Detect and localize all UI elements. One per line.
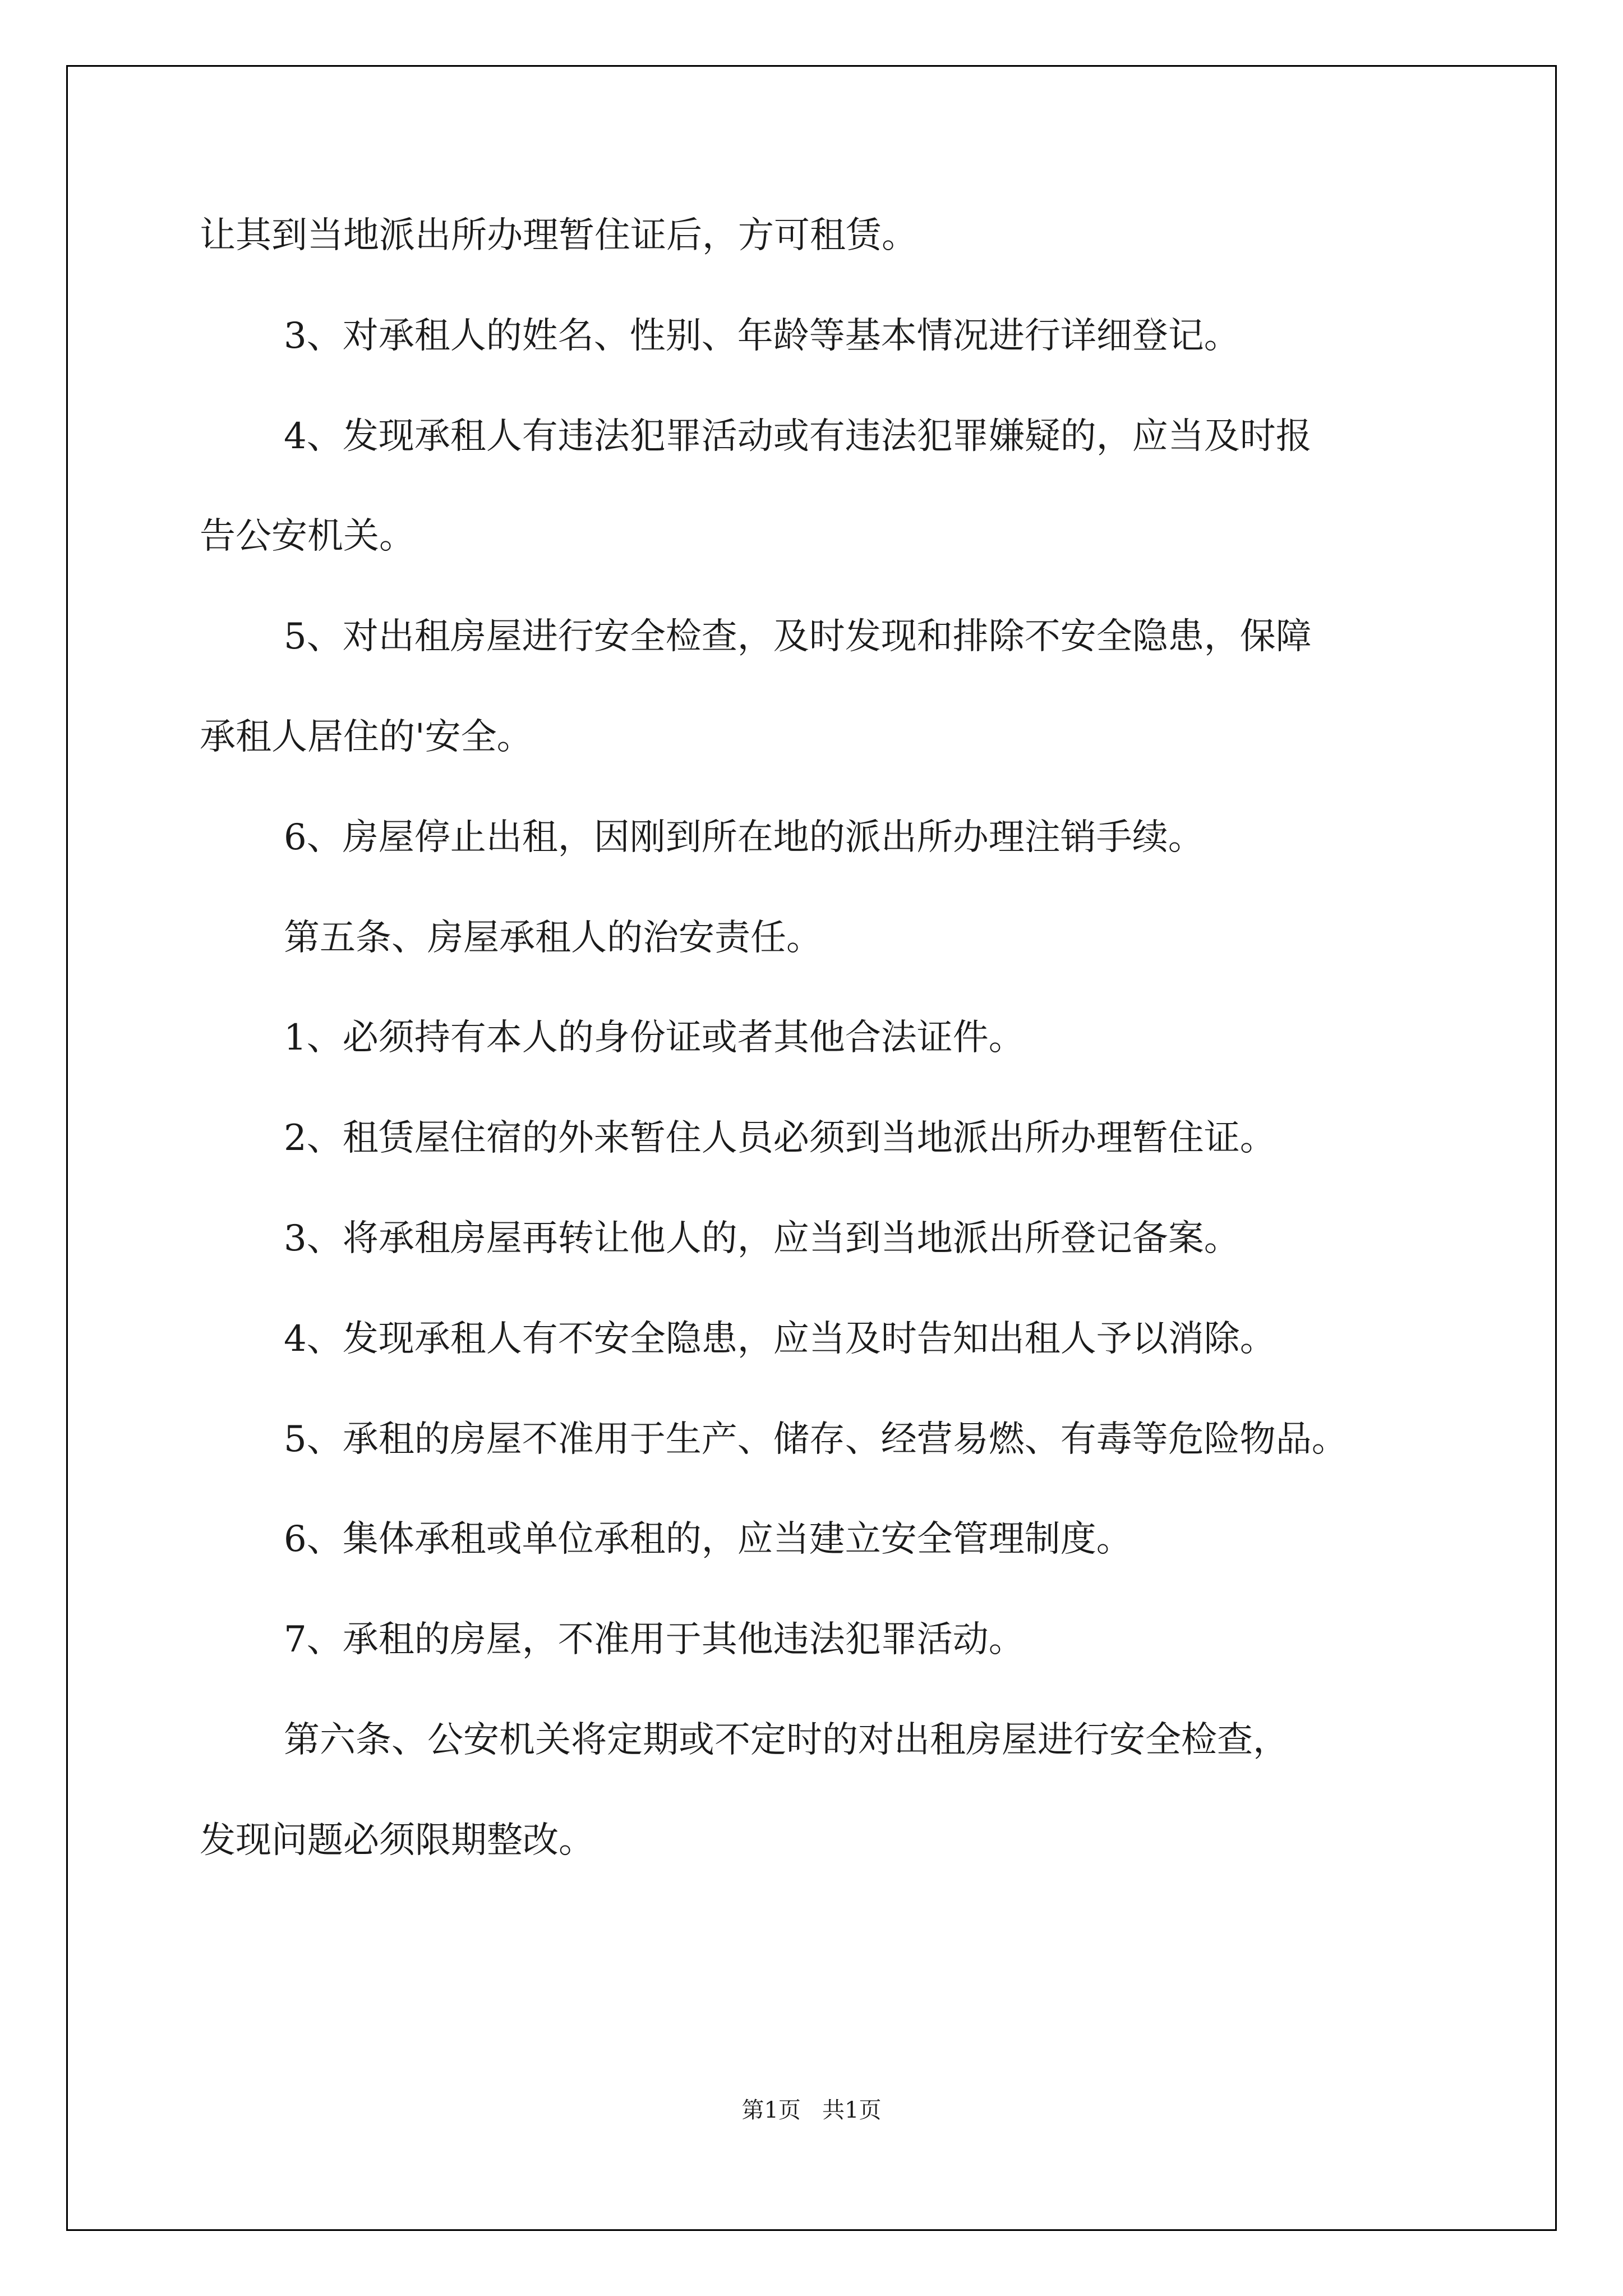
text-line: 3、对承租人的姓名、性别、年龄等基本情况进行详细登记。 [284,315,1240,357]
text-line: 发现问题必须限期整改。 [200,1819,594,1861]
text-line: 7、承租的房屋，不准用于其他违法犯罪活动。 [284,1619,1025,1661]
page-number-footer: 第1页 共1页 [741,2097,882,2123]
text-line: 1、必须持有本人的身份证或者其他合法证件。 [284,1017,1025,1059]
text-line: 2、租赁屋住宿的外来暂住人员必须到当地派出所办理暂住证。 [284,1117,1276,1159]
section-heading: 第六条、公安机关将定期或不定时的对出租房屋进行安全检查， [284,1719,1289,1761]
text-line: 4、发现承租人有不安全隐患，应当及时告知出租人予以消除。 [284,1318,1276,1360]
text-line: 4、发现承租人有违法犯罪活动或有违法犯罪嫌疑的，应当及时报 [284,415,1312,457]
text-line: 5、对出租房屋进行安全检查，及时发现和排除不安全隐患，保障 [284,616,1312,658]
text-line: 让其到当地派出所办理暂住证后，方可租赁。 [200,215,917,256]
text-line: 5、承租的房屋不准用于生产、储存、经营易燃、有毒等危险物品。 [284,1418,1348,1460]
text-line: 承租人居住的'安全。 [200,716,533,758]
section-heading: 第五条、房屋承租人的治安责任。 [284,917,822,959]
text-line: 3、将承租房屋再转让他人的，应当到当地派出所登记备案。 [284,1217,1240,1259]
text-line: 6、房屋停止出租，因刚到所在地的派出所办理注销手续。 [284,816,1204,858]
text-line: 告公安机关。 [200,516,415,558]
text-line: 6、集体承租或单位承租的，应当建立安全管理制度。 [284,1519,1132,1561]
document-body [200,215,1456,1923]
